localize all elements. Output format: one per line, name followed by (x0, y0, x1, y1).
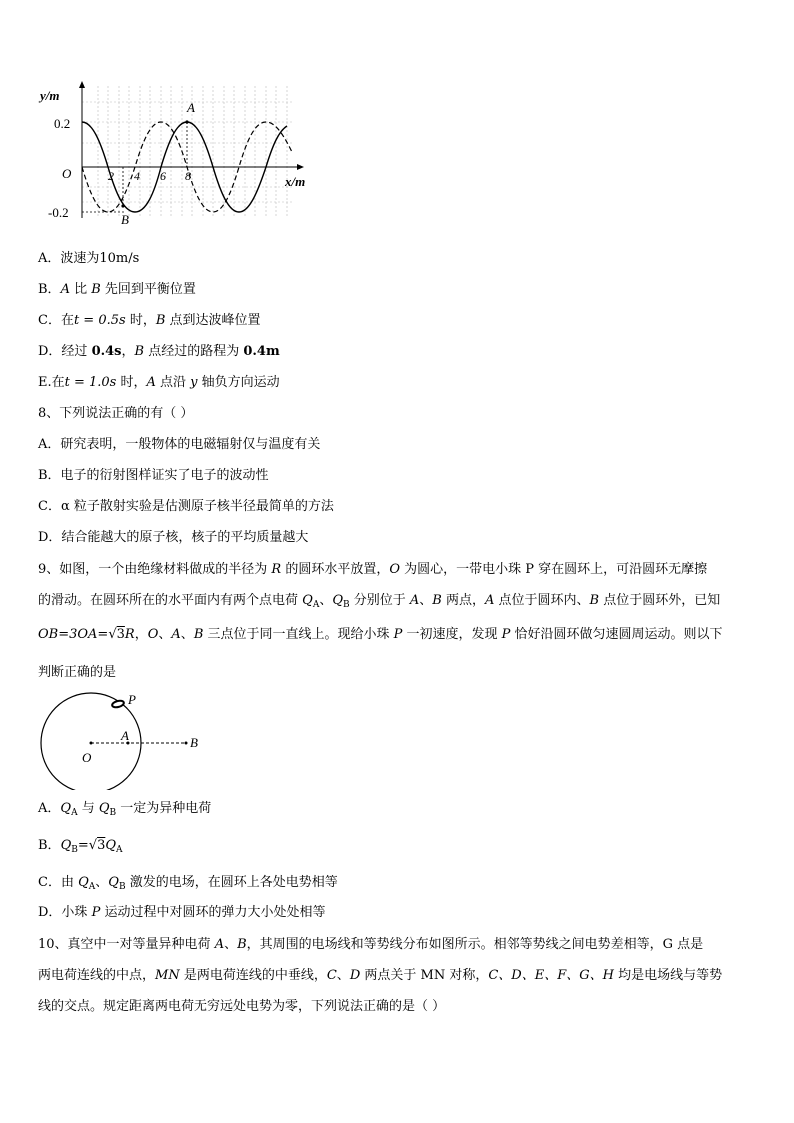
q7-option-c: C．在t = 0.5s 时，B 点到达波峰位置 (38, 313, 261, 328)
q9-option-a: A．$Q_A$ 与 $Q_B$ 一定为异种电荷 (38, 801, 212, 818)
q7-option-a: A．波速为10m/s (38, 251, 140, 266)
fig-label-o: O (82, 750, 92, 765)
q9-option-b: B．$Q_B=√3Q_A$ (38, 838, 123, 855)
x-tick-8: 8 (185, 169, 191, 183)
y-axis-arrow (79, 81, 85, 88)
q10-stem-line1: 10、真空中一对等量异种电荷 A、B，其周围的电场线和等势线分布如图所示。相邻等势线之间电势差相等，G 点是 (38, 937, 704, 952)
fig-label-p: P (128, 692, 136, 707)
point-b-dot (121, 204, 124, 207)
x-axis-arrow (297, 164, 304, 170)
q7-option-e: E.在t = 1.0s 时，A 点沿 y 轴负方向运动 (38, 375, 280, 390)
q8-option-d: D．结合能越大的原子核，核子的平均质量越大 (38, 530, 309, 545)
origin-label: O (62, 166, 72, 181)
y-tick-0.2: 0.2 (54, 116, 71, 131)
x-tick-4: 4 (134, 169, 140, 183)
q8-option-b: B．电子的衍射图样证实了电子的波动性 (38, 468, 269, 483)
q7-option-d: D．经过 0.4s，B 点经过的路程为 0.4m (38, 344, 280, 359)
ring-figure (36, 690, 216, 790)
x-axis-label: x/m (285, 174, 306, 189)
q8-stem: 8、下列说法正确的有（ ） (38, 406, 194, 421)
x-tick-6: 6 (160, 169, 166, 183)
fig-label-b: B (190, 735, 198, 750)
q8-option-a: A．研究表明，一般物体的电磁辐射仅与温度有关 (38, 437, 321, 452)
point-b-dot (185, 742, 188, 745)
q8-option-c: C．α 粒子散射实验是估测原子核半径最简单的方法 (38, 499, 334, 514)
q9-stem-line1: 9、如图，一个由绝缘材料做成的半径为 R 的圆环水平放置，O 为圆心，一带电小珠 P 穿在圆环上，可沿圆环无摩擦 (38, 562, 708, 577)
q9-option-d: D．小珠 P 运动过程中对圆环的弹力大小处处相等 (38, 905, 326, 920)
center-o-dot (90, 742, 93, 745)
x-tick-2: 2 (108, 169, 114, 183)
point-a-label: A (187, 100, 195, 115)
q9-option-c: C．由 $Q_A$、$Q_B$ 激发的电场，在圆环上各处电势相等 (38, 875, 338, 892)
q7-option-b: B．A 比 B 先回到平衡位置 (38, 282, 196, 297)
fig-label-a: A (121, 728, 129, 743)
point-b-label: B (121, 212, 129, 227)
q10-stem-line2: 两电荷连线的中点，MN 是两电荷连线的中垂线，C、D 两点关于 MN 对称，C、D、E、F、G、H 均是电场线与等势 (38, 968, 723, 983)
y-tick-neg-0.2: -0.2 (48, 205, 69, 220)
q9-stem-line2: 的滑动。在圆环所在的水平面内有两个点电荷 $Q_A$、$Q_B$ 分别位于 A、B 两点，A 点位于圆环内、B 点位于圆环外，已知 (38, 593, 721, 610)
q9-stem-line4: 判断正确的是 (38, 665, 117, 680)
q9-stem-line3: OB=3OA=√3R，O、A、B 三点位于同一直线上。现给小珠 P 一初速度，发现 P 恰好沿圆环做匀速圆周运动。则以下 (38, 627, 723, 642)
y-axis-label: y/m (40, 88, 60, 103)
wave-graph (30, 78, 330, 228)
bead-p (111, 700, 124, 709)
q10-stem-line3: 线的交点。规定距离两电荷无穷远处电势为零，下列说法正确的是（ ） (38, 999, 446, 1014)
